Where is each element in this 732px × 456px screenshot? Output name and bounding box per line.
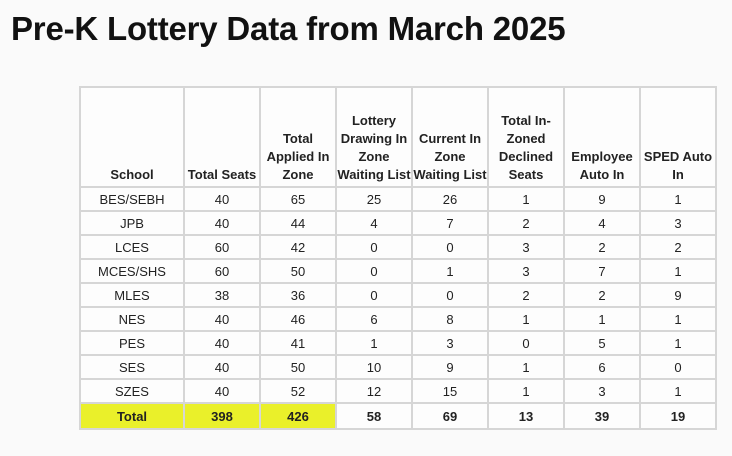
table-cell: 50 bbox=[260, 355, 336, 379]
table-cell: 1 bbox=[640, 307, 716, 331]
table-cell: 40 bbox=[184, 331, 260, 355]
school-cell: MCES/SHS bbox=[80, 259, 184, 283]
table-cell: 0 bbox=[640, 355, 716, 379]
lottery-table bbox=[79, 86, 717, 430]
table-cell: 0 bbox=[336, 259, 412, 283]
table-cell: 3 bbox=[488, 259, 564, 283]
table-cell: 1 bbox=[640, 379, 716, 403]
table-cell: 1 bbox=[640, 259, 716, 283]
table-cell: 60 bbox=[184, 259, 260, 283]
table-cell: 8 bbox=[412, 307, 488, 331]
table-cell: 36 bbox=[260, 283, 336, 307]
header-employee-auto-in: Employee Auto In bbox=[564, 87, 640, 187]
total-cell: 13 bbox=[488, 403, 564, 429]
table-cell: 46 bbox=[260, 307, 336, 331]
table-cell: 9 bbox=[412, 355, 488, 379]
table-cell: 41 bbox=[260, 331, 336, 355]
table-cell: 9 bbox=[640, 283, 716, 307]
header-lottery-drawing-waiting-list: Lottery Drawing In Zone Waiting List bbox=[336, 87, 412, 187]
header-total-applied-in-zone: Total Applied In Zone bbox=[260, 87, 336, 187]
table-cell: 2 bbox=[564, 283, 640, 307]
table-cell: 1 bbox=[564, 307, 640, 331]
table-cell: 1 bbox=[488, 355, 564, 379]
table-cell: 1 bbox=[336, 331, 412, 355]
table-cell: 52 bbox=[260, 379, 336, 403]
table-cell: 26 bbox=[412, 187, 488, 211]
table-cell: 1 bbox=[640, 331, 716, 355]
table-cell: 2 bbox=[564, 235, 640, 259]
total-cell: 58 bbox=[336, 403, 412, 429]
table-cell: 50 bbox=[260, 259, 336, 283]
table-cell: 2 bbox=[488, 211, 564, 235]
table-cell: 0 bbox=[336, 235, 412, 259]
header-sped-auto-in: SPED Auto In bbox=[640, 87, 716, 187]
school-cell: PES bbox=[80, 331, 184, 355]
header-total-seats: Total Seats bbox=[184, 87, 260, 187]
table-row bbox=[80, 235, 716, 259]
table-cell: 40 bbox=[184, 307, 260, 331]
table-cell: 15 bbox=[412, 379, 488, 403]
school-cell: MLES bbox=[80, 283, 184, 307]
table-cell: 25 bbox=[336, 187, 412, 211]
table-cell: 1 bbox=[488, 307, 564, 331]
header-row bbox=[80, 87, 716, 187]
table-row bbox=[80, 331, 716, 355]
table-cell: 9 bbox=[564, 187, 640, 211]
header-current-waiting-list: Current In Zone Waiting List bbox=[412, 87, 488, 187]
total-row bbox=[80, 403, 716, 429]
total-applied-cell: 426 bbox=[260, 403, 336, 429]
table-row bbox=[80, 379, 716, 403]
table-row bbox=[80, 283, 716, 307]
table-cell: 4 bbox=[336, 211, 412, 235]
school-cell: BES/SEBH bbox=[80, 187, 184, 211]
table-cell: 1 bbox=[640, 187, 716, 211]
table-cell: 4 bbox=[564, 211, 640, 235]
table-row bbox=[80, 211, 716, 235]
page-title: Pre-K Lottery Data from March 2025 bbox=[11, 10, 566, 47]
table-cell: 44 bbox=[260, 211, 336, 235]
school-cell: LCES bbox=[80, 235, 184, 259]
total-cell: 69 bbox=[412, 403, 488, 429]
table-cell: 3 bbox=[640, 211, 716, 235]
school-cell: SZES bbox=[80, 379, 184, 403]
table-cell: 60 bbox=[184, 235, 260, 259]
table-cell: 3 bbox=[412, 331, 488, 355]
table-cell: 7 bbox=[564, 259, 640, 283]
table-cell: 0 bbox=[412, 235, 488, 259]
table-cell: 1 bbox=[488, 187, 564, 211]
school-cell: NES bbox=[80, 307, 184, 331]
header-declined-seats: Total In-Zoned Declined Seats bbox=[488, 87, 564, 187]
table-cell: 40 bbox=[184, 211, 260, 235]
table-cell: 38 bbox=[184, 283, 260, 307]
table-cell: 3 bbox=[564, 379, 640, 403]
table-cell: 1 bbox=[488, 379, 564, 403]
total-label-cell: Total bbox=[80, 403, 184, 429]
table-cell: 2 bbox=[640, 235, 716, 259]
table-cell: 40 bbox=[184, 187, 260, 211]
table-cell: 42 bbox=[260, 235, 336, 259]
table-cell: 10 bbox=[336, 355, 412, 379]
table-cell: 0 bbox=[488, 331, 564, 355]
table-row bbox=[80, 187, 716, 211]
table-cell: 12 bbox=[336, 379, 412, 403]
table-cell: 0 bbox=[336, 283, 412, 307]
school-cell: JPB bbox=[80, 211, 184, 235]
header-school: School bbox=[80, 87, 184, 187]
table-cell: 40 bbox=[184, 355, 260, 379]
school-cell: SES bbox=[80, 355, 184, 379]
table-row bbox=[80, 355, 716, 379]
table-cell: 5 bbox=[564, 331, 640, 355]
table-cell: 6 bbox=[336, 307, 412, 331]
total-seats-cell: 398 bbox=[184, 403, 260, 429]
table-cell: 65 bbox=[260, 187, 336, 211]
total-cell: 39 bbox=[564, 403, 640, 429]
table-row bbox=[80, 307, 716, 331]
table-cell: 1 bbox=[412, 259, 488, 283]
total-cell: 19 bbox=[640, 403, 716, 429]
table-cell: 7 bbox=[412, 211, 488, 235]
table-cell: 6 bbox=[564, 355, 640, 379]
table-cell: 0 bbox=[412, 283, 488, 307]
table-row bbox=[80, 259, 716, 283]
table-cell: 2 bbox=[488, 283, 564, 307]
table-cell: 40 bbox=[184, 379, 260, 403]
table-cell: 3 bbox=[488, 235, 564, 259]
